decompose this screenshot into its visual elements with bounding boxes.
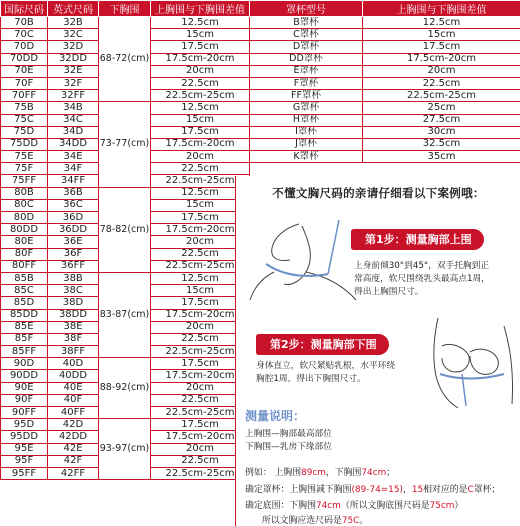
intl-size-cell: 75B — [1, 102, 48, 114]
cup-difference-cell: 25cm — [363, 102, 520, 114]
measure-note-line: 上胸围—胸部最高部位 — [245, 429, 332, 439]
header-uk-size: 英式尺码 — [48, 1, 99, 17]
example-line-2 — [245, 482, 500, 495]
intl-size-cell: 85D — [1, 297, 48, 309]
example-under-value: 74cm — [361, 468, 387, 478]
example-text: ， — [402, 485, 412, 495]
measure-note-line: 下胸围—乳房下缘部位 — [245, 442, 332, 452]
bust-difference-cell: 22.5cm — [151, 333, 250, 345]
bust-difference-cell: 17.5cm — [151, 126, 250, 138]
cup-difference-cell: 35cm — [363, 151, 520, 163]
uk-size-cell: 32DD — [48, 53, 99, 65]
underbust-range-cell: 73-77(cm) — [99, 102, 151, 187]
table-row — [1, 77, 520, 89]
uk-size-cell: 42FF — [48, 467, 99, 479]
table-row — [1, 41, 520, 53]
example-final-size: 75C — [341, 516, 360, 526]
underbust-range-cell: 88-92(cm) — [99, 358, 151, 419]
uk-size-cell: 40F — [48, 394, 99, 406]
bust-difference-cell: 15cm — [151, 199, 250, 211]
bust-difference-cell: 17.5cm-20cm — [151, 431, 250, 443]
example-text: 确定罩杯：上胸围减下胸围 — [245, 485, 352, 495]
example-text: ，下胸围 — [325, 468, 362, 478]
measurement-guide-panel — [235, 176, 520, 526]
intl-size-cell: 80E — [1, 236, 48, 248]
uk-size-cell: 34F — [48, 163, 99, 175]
cup-type-cell: G罩杯 — [250, 102, 363, 114]
intl-size-cell: 70E — [1, 65, 48, 77]
uk-size-cell: 38E — [48, 321, 99, 333]
intl-size-cell: 80FF — [1, 260, 48, 272]
cup-difference-cell: 22.5cm-25cm — [363, 90, 520, 102]
uk-size-cell: 40FF — [48, 407, 99, 419]
bust-difference-cell: 22.5cm-25cm — [151, 175, 250, 187]
step1-title: 第1步：测量胸部上围 — [365, 233, 472, 246]
example-cup: C — [467, 485, 474, 495]
intl-size-cell: 80D — [1, 212, 48, 224]
bust-difference-cell: 20cm — [151, 65, 250, 77]
cup-type-cell: E罩杯 — [250, 65, 363, 77]
step1-line: 上身前倾30°到45°，双手托胸到正 — [354, 261, 490, 271]
example-diff: 15 — [411, 485, 424, 495]
step1-line: 常高度，软尺围绕乳头最高点1周， — [354, 274, 490, 284]
uk-size-cell: 32D — [48, 41, 99, 53]
step2-line: 胸腔1周，得出下胸围尺寸。 — [256, 374, 366, 384]
bust-difference-cell: 17.5cm-20cm — [151, 138, 250, 150]
bust-difference-cell: 22.5cm-25cm — [151, 467, 250, 479]
uk-size-cell: 36D — [48, 212, 99, 224]
header-underbust: 下胸围 — [99, 1, 151, 17]
bust-difference-cell: 12.5cm — [151, 187, 250, 199]
uk-size-cell: 34E — [48, 151, 99, 163]
uk-size-cell: 38F — [48, 333, 99, 345]
bust-difference-cell: 22.5cm — [151, 248, 250, 260]
cup-type-cell: D罩杯 — [250, 41, 363, 53]
intl-size-cell: 95E — [1, 443, 48, 455]
example-line-1 — [245, 465, 395, 478]
example-calc: (89-74=15) — [351, 485, 403, 495]
bust-difference-cell: 22.5cm — [151, 394, 250, 406]
uk-size-cell: 34FF — [48, 175, 99, 187]
uk-size-cell: 32F — [48, 77, 99, 89]
bust-difference-cell: 17.5cm-20cm — [151, 370, 250, 382]
cup-difference-cell: 17.5cm — [363, 41, 520, 53]
bust-difference-cell: 22.5cm — [151, 163, 250, 175]
table-row — [1, 90, 520, 102]
example-under-value: 74cm — [316, 501, 341, 511]
bust-difference-cell: 22.5cm-25cm — [151, 90, 250, 102]
intl-size-cell: 90FF — [1, 407, 48, 419]
uk-size-cell: 34B — [48, 102, 99, 114]
bust-difference-cell: 22.5cm-25cm — [151, 346, 250, 358]
uk-size-cell: 38DD — [48, 309, 99, 321]
intl-size-cell: 85B — [1, 272, 48, 284]
cup-difference-cell: 27.5cm — [363, 114, 520, 126]
uk-size-cell: 32B — [48, 17, 99, 29]
cup-type-cell: J罩杯 — [250, 138, 363, 150]
bust-difference-cell: 17.5cm — [151, 212, 250, 224]
intl-size-cell: 80C — [1, 199, 48, 211]
bust-difference-cell: 15cm — [151, 285, 250, 297]
uk-size-cell: 40DD — [48, 370, 99, 382]
intl-size-cell: 95D — [1, 419, 48, 431]
measure-note-title: 测量说明： — [245, 409, 306, 423]
cup-difference-cell: 30cm — [363, 126, 520, 138]
intl-size-cell: 85E — [1, 321, 48, 333]
bust-difference-cell: 17.5cm — [151, 358, 250, 370]
uk-size-cell: 38D — [48, 297, 99, 309]
example-text: 确定底围：下胸围 — [245, 501, 316, 511]
uk-size-cell: 40E — [48, 382, 99, 394]
guide-title: 不懂文胸尺码的亲请仔细看以下案例哦： — [272, 186, 485, 200]
example-text: 相对应的是 — [423, 485, 468, 495]
intl-size-cell: 85FF — [1, 346, 48, 358]
table-row — [1, 163, 520, 175]
bust-difference-cell: 17.5cm — [151, 41, 250, 53]
intl-size-cell: 85DD — [1, 309, 48, 321]
uk-size-cell: 34DD — [48, 138, 99, 150]
table-row — [1, 102, 520, 114]
underbust-range-cell: 93-97(cm) — [99, 419, 151, 480]
intl-size-cell: 75D — [1, 126, 48, 138]
step2-title: 第2步：测量胸部下围 — [270, 338, 377, 351]
cup-difference-cell: 17.5cm-20cm — [363, 53, 520, 65]
cup-difference-cell: 12.5cm — [363, 17, 520, 29]
uk-size-cell: 32FF — [48, 90, 99, 102]
intl-size-cell: 70DD — [1, 53, 48, 65]
cup-type-cell: B罩杯 — [250, 17, 363, 29]
uk-size-cell: 32C — [48, 29, 99, 41]
intl-size-cell: 90E — [1, 382, 48, 394]
example-text: 例如： 上胸围 — [245, 468, 302, 478]
intl-size-cell: 95FF — [1, 467, 48, 479]
intl-size-cell: 95F — [1, 455, 48, 467]
uk-size-cell: 38FF — [48, 346, 99, 358]
table-header-row — [1, 1, 520, 17]
intl-size-cell: 75E — [1, 151, 48, 163]
table-row — [1, 126, 520, 138]
step1-description — [354, 260, 490, 299]
uk-size-cell: 40D — [48, 358, 99, 370]
intl-size-cell: 90DD — [1, 370, 48, 382]
bust-difference-cell: 17.5cm — [151, 297, 250, 309]
bust-difference-cell: 22.5cm-25cm — [151, 260, 250, 272]
cup-type-cell: FF罩杯 — [250, 90, 363, 102]
bust-difference-cell: 20cm — [151, 443, 250, 455]
example-text: ； — [386, 468, 396, 478]
header-bust-difference: 上胸围与下胸围差值 — [151, 1, 250, 17]
bust-difference-cell: 17.5cm-20cm — [151, 309, 250, 321]
cup-type-cell: C罩杯 — [250, 29, 363, 41]
intl-size-cell: 75FF — [1, 175, 48, 187]
bust-difference-cell: 12.5cm — [151, 102, 250, 114]
bust-difference-cell: 12.5cm — [151, 272, 250, 284]
uk-size-cell: 32E — [48, 65, 99, 77]
uk-size-cell: 38C — [48, 285, 99, 297]
bust-difference-cell: 12.5cm — [151, 17, 250, 29]
under-bust-figure — [422, 316, 520, 408]
bust-difference-cell: 20cm — [151, 321, 250, 333]
uk-size-cell: 42E — [48, 443, 99, 455]
table-row — [1, 53, 520, 65]
example-bust-value: 89cm — [301, 468, 326, 478]
intl-size-cell: 75C — [1, 114, 48, 126]
cup-type-cell: F罩杯 — [250, 77, 363, 89]
header-cup-difference: 上胸围与下胸围差值 — [363, 1, 520, 17]
intl-size-cell: 80F — [1, 248, 48, 260]
example-text: 所以文胸应选尺码是 — [245, 516, 342, 526]
uk-size-cell: 42F — [48, 455, 99, 467]
bust-difference-cell: 15cm — [151, 29, 250, 41]
intl-size-cell: 80B — [1, 187, 48, 199]
table-row — [1, 138, 520, 150]
uk-size-cell: 34D — [48, 126, 99, 138]
uk-size-cell: 36F — [48, 248, 99, 260]
table-row — [1, 114, 520, 126]
bust-difference-cell: 22.5cm — [151, 455, 250, 467]
intl-size-cell: 70D — [1, 41, 48, 53]
step2-description — [256, 360, 395, 386]
bust-difference-cell: 22.5cm — [151, 77, 250, 89]
example-text: ） — [454, 501, 464, 511]
uk-size-cell: 42DD — [48, 431, 99, 443]
cup-type-cell: H罩杯 — [250, 114, 363, 126]
example-line-3 — [245, 498, 463, 511]
uk-size-cell: 36B — [48, 187, 99, 199]
table-row — [1, 17, 520, 29]
bust-difference-cell: 17.5cm — [151, 419, 250, 431]
cup-type-cell: I罩杯 — [250, 126, 363, 138]
uk-size-cell: 36DD — [48, 224, 99, 236]
step1-line: 得出上胸围尺寸。 — [354, 287, 424, 297]
uk-size-cell: 36E — [48, 236, 99, 248]
table-row — [1, 29, 520, 41]
intl-size-cell: 85F — [1, 333, 48, 345]
step1-banner — [351, 229, 484, 250]
intl-size-cell: 75F — [1, 163, 48, 175]
cup-type-cell: K罩杯 — [250, 151, 363, 163]
cup-difference-cell: 15cm — [363, 29, 520, 41]
intl-size-cell: 95DD — [1, 431, 48, 443]
intl-size-cell: 80DD — [1, 224, 48, 236]
intl-size-cell: 85C — [1, 285, 48, 297]
uk-size-cell: 34C — [48, 114, 99, 126]
intl-size-cell: 70C — [1, 29, 48, 41]
bust-difference-cell: 22.5cm-25cm — [151, 407, 250, 419]
header-cup-type: 罩杯型号 — [250, 1, 363, 17]
step2-banner — [256, 334, 389, 355]
cup-difference-cell: 22.5cm — [363, 77, 520, 89]
intl-size-cell: 70F — [1, 77, 48, 89]
example-text: 。 — [359, 516, 369, 526]
bust-difference-cell: 20cm — [151, 382, 250, 394]
example-band-size: 75cm — [429, 501, 455, 511]
uk-size-cell: 38B — [48, 272, 99, 284]
intl-size-cell: 70B — [1, 17, 48, 29]
bust-difference-cell: 20cm — [151, 151, 250, 163]
table-row — [1, 151, 520, 163]
bust-difference-cell: 15cm — [151, 114, 250, 126]
table-row — [1, 65, 520, 77]
example-line-4 — [245, 513, 368, 526]
underbust-range-cell: 78-82(cm) — [99, 187, 151, 272]
example-text: （所以文胸底围尺码是 — [340, 501, 430, 511]
intl-size-cell: 90F — [1, 394, 48, 406]
underbust-range-cell: 68-72(cm) — [99, 17, 151, 102]
uk-size-cell: 36FF — [48, 260, 99, 272]
step2-line: 身体直立，软尺紧贴乳根，水平环绕 — [256, 361, 395, 371]
underbust-range-cell: 83-87(cm) — [99, 272, 151, 357]
bust-difference-cell: 17.5cm-20cm — [151, 53, 250, 65]
cup-difference-cell: 20cm — [363, 65, 520, 77]
bust-difference-cell: 20cm — [151, 236, 250, 248]
uk-size-cell: 36C — [48, 199, 99, 211]
intl-size-cell: 90D — [1, 358, 48, 370]
uk-size-cell: 42D — [48, 419, 99, 431]
intl-size-cell: 70FF — [1, 90, 48, 102]
cup-type-cell: DD罩杯 — [250, 53, 363, 65]
bust-difference-cell: 17.5cm-20cm — [151, 224, 250, 236]
header-intl-size: 国际尺码 — [1, 1, 48, 17]
intl-size-cell: 75DD — [1, 138, 48, 150]
cup-difference-cell: 32.5cm — [363, 138, 520, 150]
example-text: 罩杯； — [473, 485, 501, 495]
